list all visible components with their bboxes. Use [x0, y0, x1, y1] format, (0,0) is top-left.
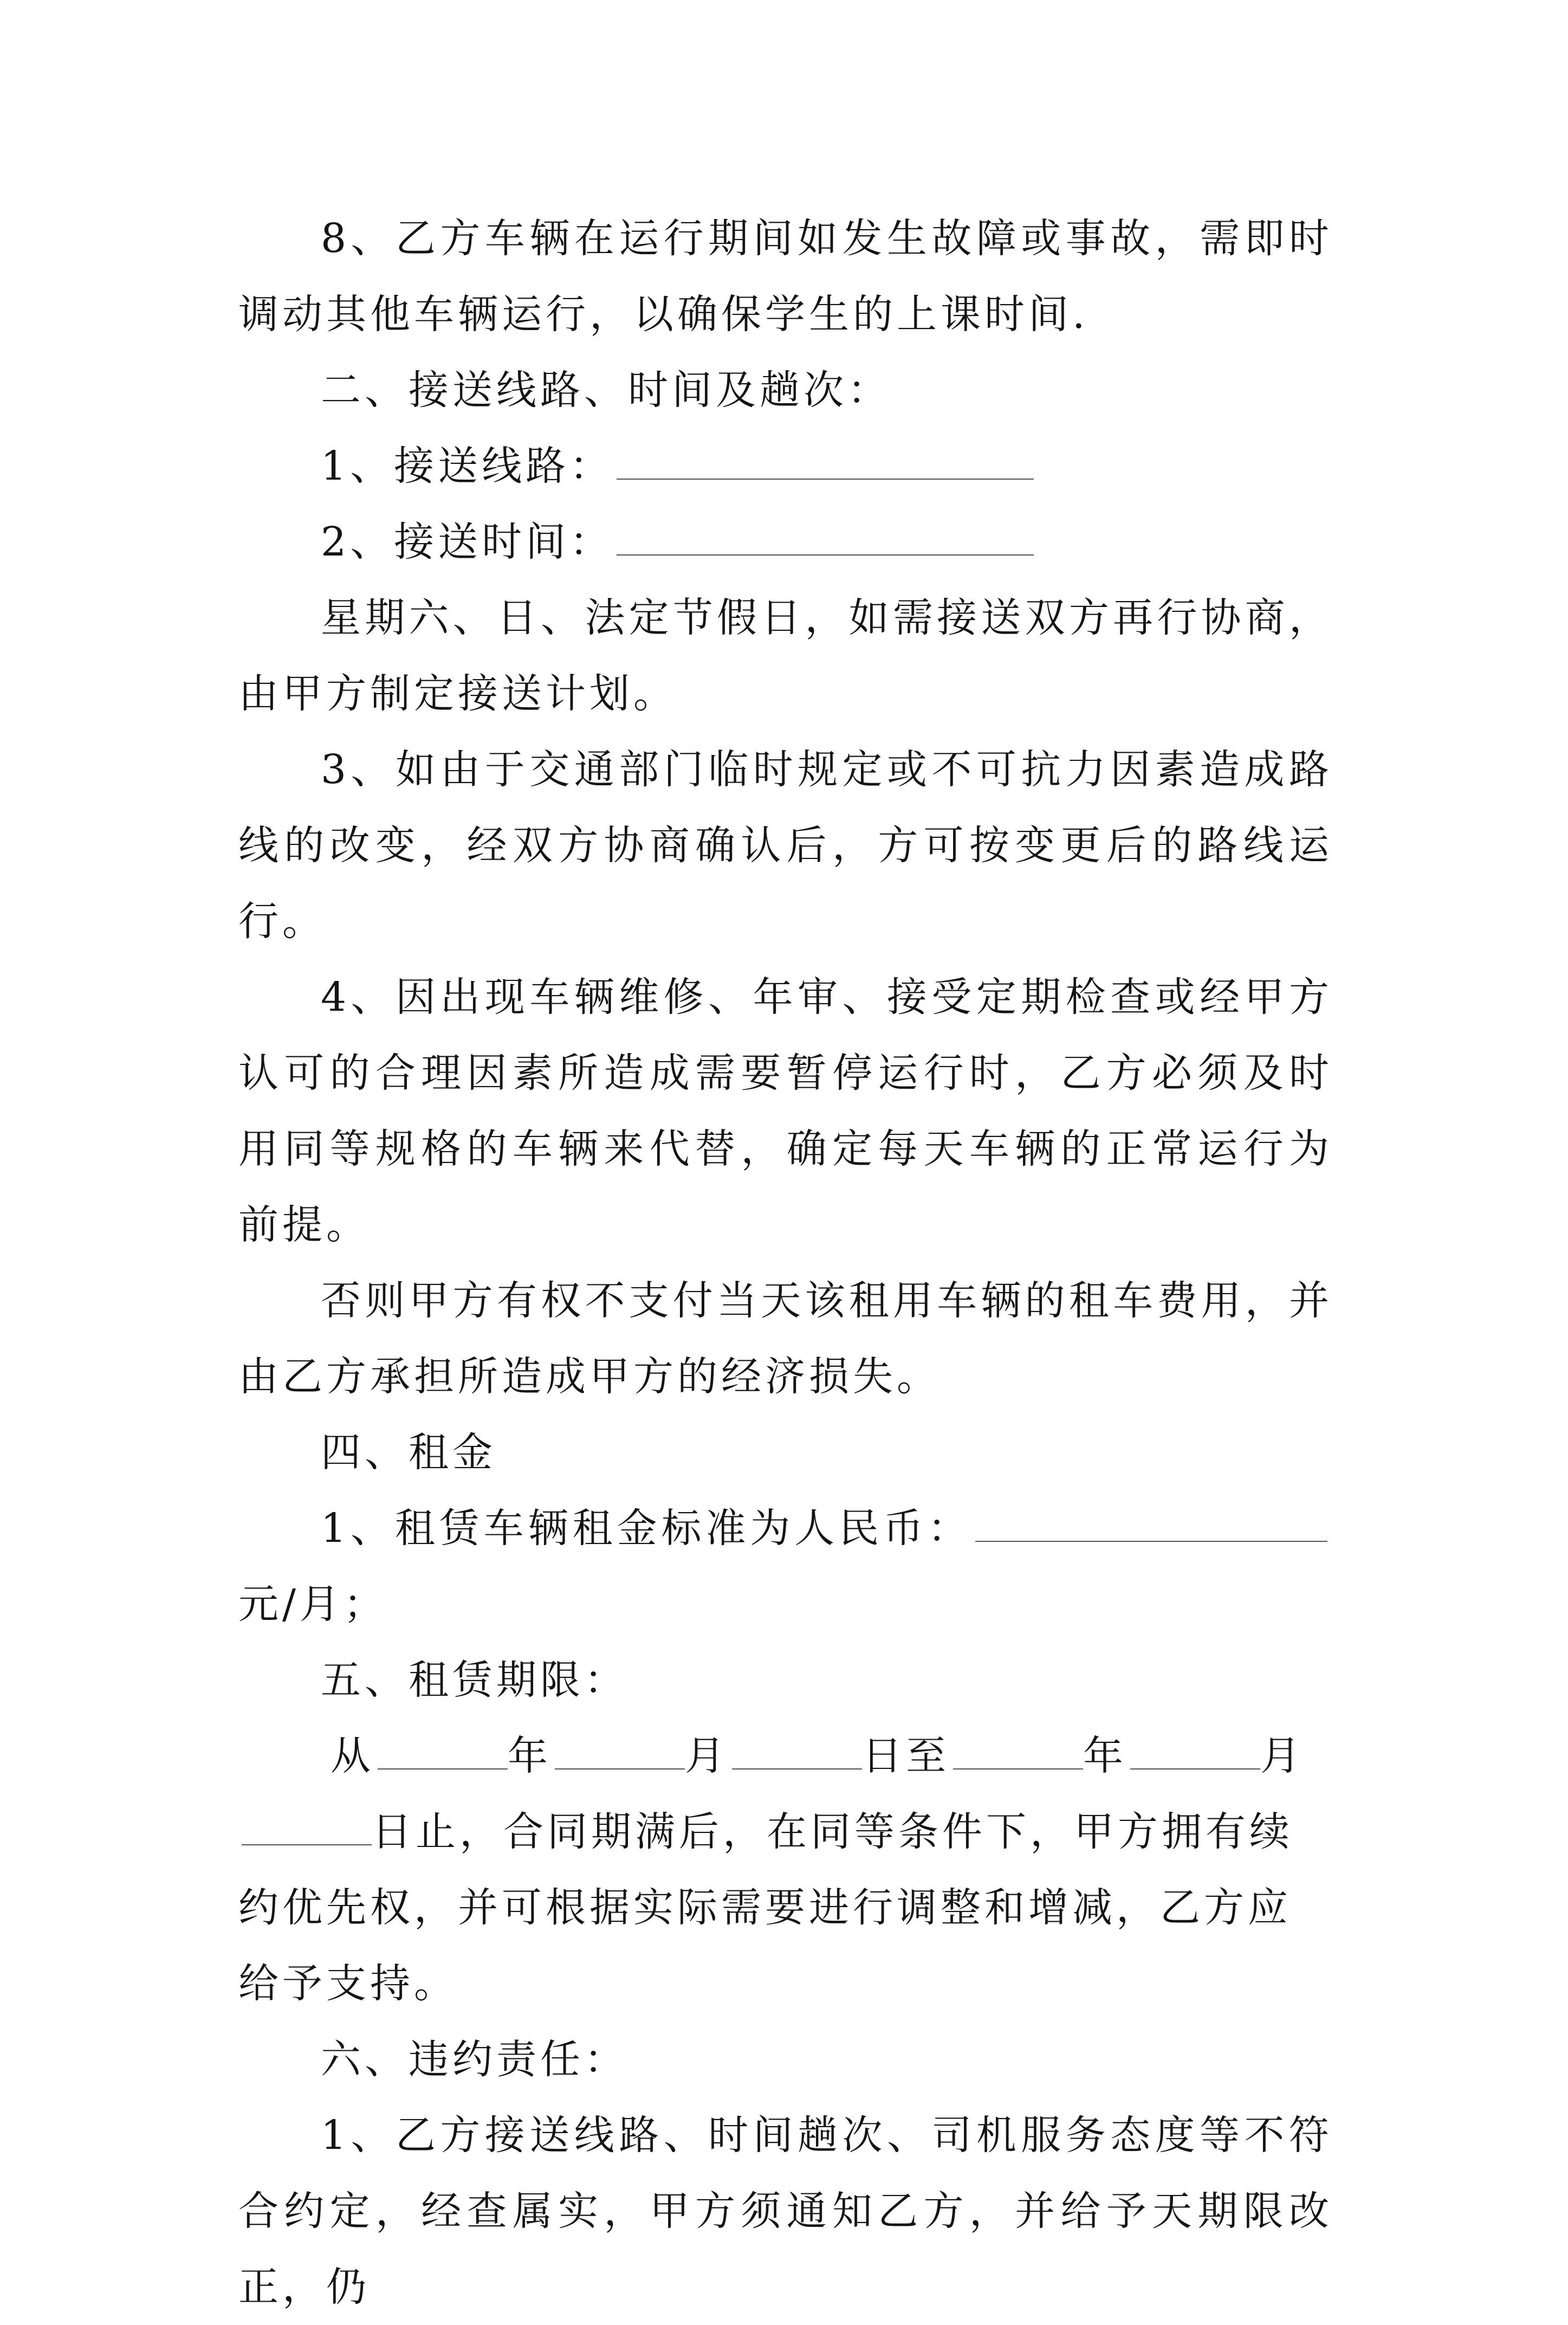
rent-amount-blank	[975, 1505, 1327, 1542]
year-text-2: 年	[1083, 1733, 1127, 1779]
lease-period-paragraph	[238, 1718, 1333, 2022]
end-day-blank	[242, 1809, 372, 1845]
time-blank	[617, 519, 1034, 556]
month-text-1: 月	[685, 1733, 729, 1779]
end-year-blank	[953, 1733, 1083, 1769]
section-heading-rent: 四、租金	[321, 1429, 496, 1476]
start-year-blank	[378, 1733, 508, 1769]
from-text: 从	[331, 1733, 374, 1779]
time-field-line	[238, 504, 1333, 580]
paragraph-route-change: 3、如由于交通部门临时规定或不可抗力因素造成路线的改变，经双方协商确认后，方可按变更后的路线运行。	[238, 746, 1333, 945]
rent-standard-label: 1、租赁车辆租金标准为人民币：	[321, 1505, 972, 1552]
end-month-blank	[1130, 1733, 1260, 1769]
section-heading-lease-term: 五、租赁期限：	[321, 1657, 628, 1703]
route-blank	[617, 443, 1034, 480]
lease-period-rest: 日止，合同期满后，在同等条件下，甲方拥有续约优先权，并可根据实际需要进行调整和增减，乙方应给予支持。	[238, 1809, 1293, 2007]
paragraph-fee-deduction: 否则甲方有权不支付当天该租用车辆的租车费用，并由乙方承担所造成甲方的经济损失。	[238, 1277, 1333, 1400]
paragraph-liability-1: 1、乙方接送线路、时间趟次、司机服务态度等不符合约定，经查属实，甲方须通知乙方，并给予天期限改正，仍	[238, 2112, 1333, 2310]
start-month-blank	[555, 1733, 685, 1769]
start-day-blank	[732, 1733, 862, 1769]
section-heading-route-time: 二、接送线路、时间及趟次：	[321, 367, 891, 414]
paragraph-vehicle-replacement: 4、因出现车辆维修、年审、接受定期检查或经甲方认可的合理因素所造成需要暂停运行时，乙方必须及时用同等规格的车辆来代替，确定每天车辆的正常运行为前提。	[238, 974, 1333, 1248]
document-body	[238, 201, 1333, 2325]
time-field-label: 2、接送时间：	[321, 519, 614, 565]
rent-unit: 元/月；	[238, 1581, 387, 1628]
route-field-line	[238, 428, 1333, 504]
year-text-1: 年	[508, 1733, 552, 1779]
rent-standard-line	[238, 1490, 1333, 1642]
paragraph-holidays: 星期六、日、法定节假日，如需接送双方再行协商，由甲方制定接送计划。	[238, 595, 1333, 717]
month-text-2: 月	[1260, 1733, 1304, 1779]
day-to-text: 日至	[862, 1733, 950, 1779]
route-field-label: 1、接送线路：	[321, 443, 614, 489]
paragraph-vehicle-breakdown: 8、乙方车辆在运行期间如发生故障或事故，需即时调动其他车辆运行，以确保学生的上课时间.	[238, 215, 1333, 338]
section-heading-liability: 六、违约责任：	[321, 2036, 628, 2083]
